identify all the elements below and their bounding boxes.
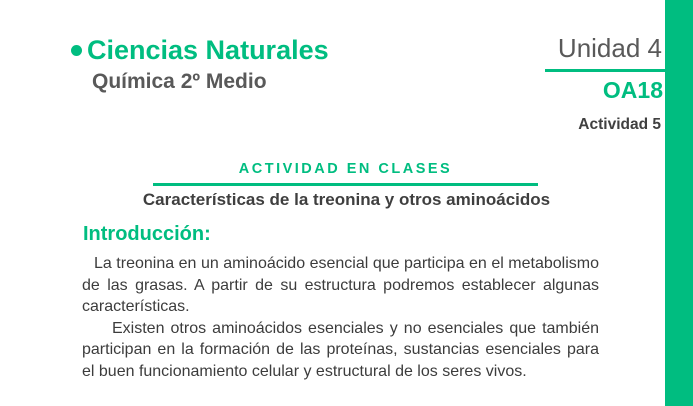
- activity-number: Actividad 5: [578, 116, 661, 134]
- unit-underline: [545, 69, 665, 72]
- activity-banner: ACTIVIDAD EN CLASES: [238, 161, 453, 177]
- oa-code: OA18: [602, 76, 663, 103]
- brand-block: [71, 36, 329, 93]
- paragraph-2: Existen otros aminoácidos esenciales y no esenciales que también participan en la formación de las proteínas, sustancias esenciales para el buen funcionamiento celular y estructural de los seres vivos.: [82, 319, 599, 380]
- subject-row: [71, 36, 329, 66]
- course-subtitle: Química 2º Medio: [92, 69, 267, 93]
- subject-title: Ciencias Naturales: [87, 35, 329, 65]
- activity-title: Características de la treonina y otros aminoácidos: [142, 190, 551, 209]
- introduction-heading: Introducción:: [83, 223, 211, 245]
- unit-meta-block: [545, 34, 665, 134]
- introduction-section: [82, 223, 599, 382]
- activity-banner-wrap: [153, 160, 538, 186]
- unit-label: Unidad 4: [557, 33, 662, 63]
- paragraph-1: La treonina en un aminoácido esencial que participa en el metabolismo de las grasas. A partir de su estructura podremos establecer algunas características.: [82, 255, 599, 315]
- bullet-icon: [71, 45, 82, 56]
